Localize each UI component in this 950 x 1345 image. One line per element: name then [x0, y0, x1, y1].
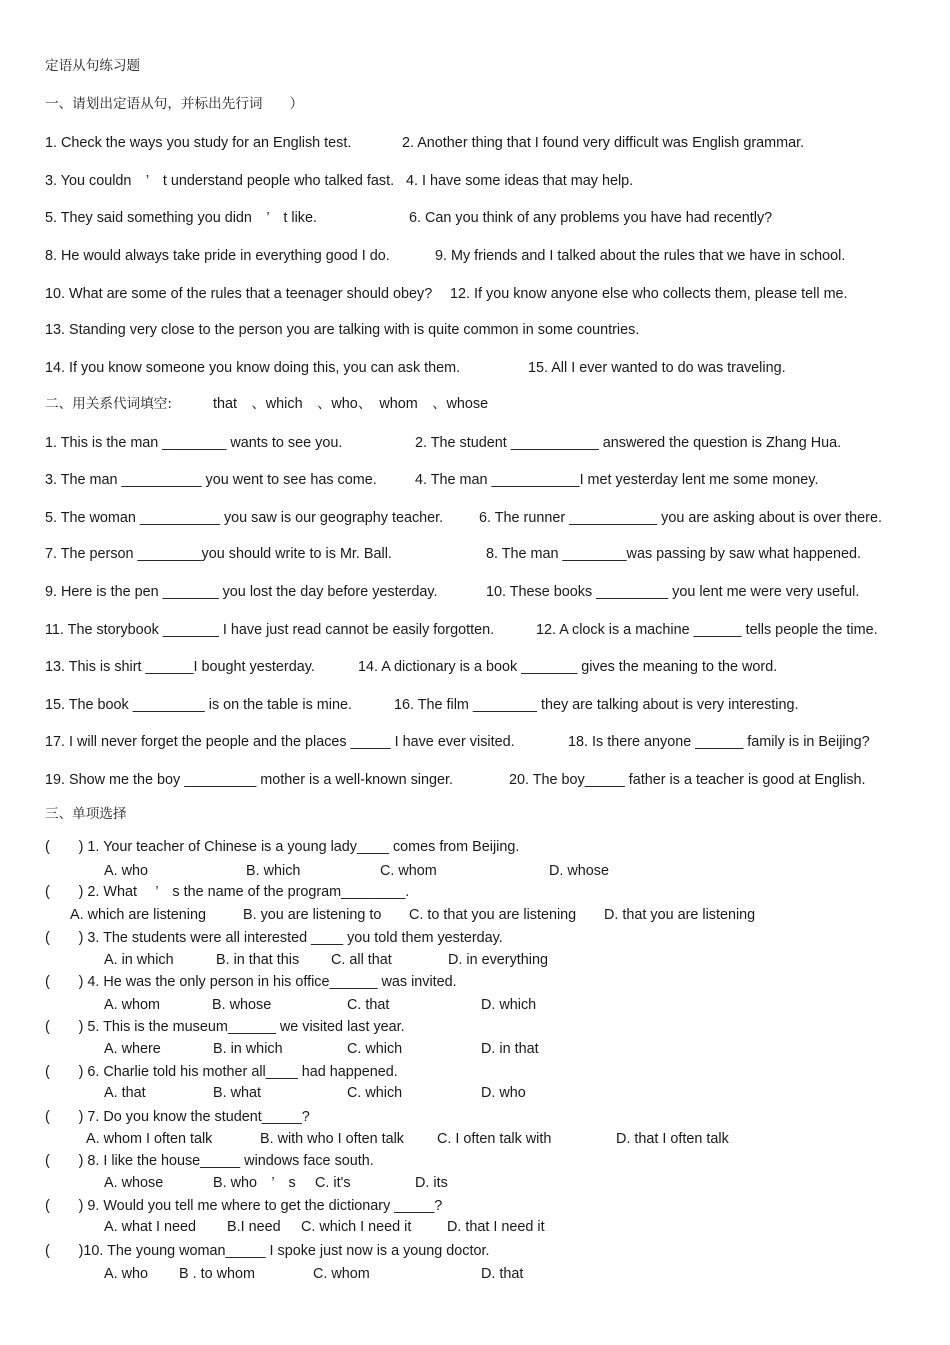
s1-item-15: 15. All I ever wanted to do was traveling.: [528, 360, 786, 376]
s2-item-3: 3. The man __________ you went to see has come.: [45, 472, 377, 488]
s1-item-14: 14. If you know someone you know doing this, you can ask them.: [45, 360, 461, 376]
section2-word-list: that 、which 、who、 whom 、whose: [213, 396, 489, 412]
s3-question-4: ( ) 4. He was the only person in his office______ was invited.: [45, 974, 457, 990]
s3-q5-option-c: C. which: [347, 1041, 403, 1057]
s3-question-1: ( ) 1. Your teacher of Chinese is a young lady____ comes from Beijing.: [45, 839, 520, 855]
s2-item-20: 20. The boy_____ father is a teacher is good at English.: [509, 772, 866, 788]
s1-item-8: 8. He would always take pride in everything good I do.: [45, 248, 390, 264]
s2-item-1: 1. This is the man ________ wants to see you.: [45, 435, 343, 451]
s3-q7-option-d: D. that I often talk: [616, 1131, 729, 1147]
s1-item-3: 3. You couldn ’ t understand people who talked fast.: [45, 173, 395, 189]
s3-question-7: ( ) 7. Do you know the student_____?: [45, 1109, 310, 1125]
s3-q5-option-a: A. where: [104, 1041, 161, 1057]
s3-q8-option-c: C. it's: [315, 1175, 351, 1191]
s1-item-9: 9. My friends and I talked about the rules that we have in school.: [435, 248, 846, 264]
s2-item-2: 2. The student ___________ answered the question is Zhang Hua.: [415, 435, 842, 451]
s1-item-1: 1. Check the ways you study for an English test.: [45, 135, 352, 151]
s2-item-19: 19. Show me the boy _________ mother is a well-known singer.: [45, 772, 453, 788]
s2-item-11: 11. The storybook _______ I have just read cannot be easily forgotten.: [45, 622, 495, 638]
s1-item-12: 12. If you know anyone else who collects them, please tell me.: [450, 286, 848, 302]
s2-item-13: 13. This is shirt ______I bought yesterday.: [45, 659, 315, 675]
s2-item-10: 10. These books _________ you lent me were very useful.: [486, 584, 860, 600]
s3-q10-option-b: B . to whom: [179, 1266, 255, 1282]
page-title: 定语从句练习题: [45, 58, 141, 74]
section2-heading: 二、用关系代词填空:: [45, 396, 172, 412]
s3-q1-option-b: B. which: [246, 863, 301, 879]
section1-heading: 一、请划出定语从句，并标出先行词 ）: [45, 96, 304, 112]
s3-q3-option-d: D. in everything: [448, 952, 548, 968]
s3-q6-option-d: D. who: [481, 1085, 526, 1101]
s1-item-13: 13. Standing very close to the person you are talking with is quite common in some countries.: [45, 322, 640, 338]
s3-q4-option-c: C. that: [347, 997, 390, 1013]
s3-q3-option-a: A. in which: [104, 952, 174, 968]
s3-q2-option-b: B. you are listening to: [243, 907, 382, 923]
s3-q1-option-d: D. whose: [549, 863, 609, 879]
s3-q8-option-a: A. whose: [104, 1175, 164, 1191]
s3-question-8: ( ) 8. I like the house_____ windows face south.: [45, 1153, 374, 1169]
section3-heading: 三、单项选择: [45, 806, 127, 822]
s3-q10-option-a: A. who: [104, 1266, 148, 1282]
s3-q3-option-c: C. all that: [331, 952, 392, 968]
s2-item-16: 16. The film ________ they are talking about is very interesting.: [394, 697, 799, 713]
s3-q1-option-a: A. who: [104, 863, 148, 879]
s3-question-10: ( )10. The young woman_____ I spoke just now is a young doctor.: [45, 1243, 490, 1259]
s3-q6-option-a: A. that: [104, 1085, 146, 1101]
s1-item-6: 6. Can you think of any problems you have had recently?: [409, 210, 773, 226]
s3-q9-option-c: C. which I need it: [301, 1219, 412, 1235]
s3-q4-option-a: A. whom: [104, 997, 160, 1013]
s3-q10-option-c: C. whom: [313, 1266, 370, 1282]
s3-q8-option-b: B. who ’ s: [213, 1175, 296, 1191]
s2-item-6: 6. The runner ___________ you are asking about is over there.: [479, 510, 882, 526]
s3-q2-option-d: D. that you are listening: [604, 907, 756, 923]
s3-question-9: ( ) 9. Would you tell me where to get the dictionary _____?: [45, 1198, 443, 1214]
s3-q5-option-d: D. in that: [481, 1041, 539, 1057]
s2-item-5: 5. The woman __________ you saw is our geography teacher.: [45, 510, 444, 526]
s3-q7-option-c: C. I often talk with: [437, 1131, 552, 1147]
s3-q2-option-c: C. to that you are listening: [409, 907, 577, 923]
s2-item-14: 14. A dictionary is a book _______ gives the meaning to the word.: [358, 659, 778, 675]
s2-item-17: 17. I will never forget the people and the places _____ I have ever visited.: [45, 734, 515, 750]
s1-item-5: 5. They said something you didn ’ t like.: [45, 210, 317, 226]
s3-q9-option-d: D. that I need it: [447, 1219, 545, 1235]
s3-question-5: ( ) 5. This is the museum______ we visited last year.: [45, 1019, 405, 1035]
s1-item-10: 10. What are some of the rules that a teenager should obey?: [45, 286, 433, 302]
s3-q9-option-b: B.I need: [227, 1219, 281, 1235]
s3-q9-option-a: A. what I need: [104, 1219, 197, 1235]
s3-question-3: ( ) 3. The students were all interested ____ you told them yesterday.: [45, 930, 503, 946]
s3-q4-option-d: D. which: [481, 997, 537, 1013]
s3-q4-option-b: B. whose: [212, 997, 272, 1013]
s2-item-7: 7. The person ________you should write to is Mr. Ball.: [45, 546, 392, 562]
s2-item-4: 4. The man ___________I met yesterday lent me some money.: [415, 472, 819, 488]
s3-q6-option-b: B. what: [213, 1085, 261, 1101]
s3-q5-option-b: B. in which: [213, 1041, 283, 1057]
s3-q3-option-b: B. in that this: [216, 952, 300, 968]
s3-q2-option-a: A. which are listening: [70, 907, 206, 923]
s3-q10-option-d: D. that: [481, 1266, 524, 1282]
s3-q1-option-c: C. whom: [380, 863, 437, 879]
s3-q7-option-b: B. with who I often talk: [260, 1131, 404, 1147]
s3-q6-option-c: C. which: [347, 1085, 403, 1101]
s3-question-2: ( ) 2. What ’ s the name of the program________.: [45, 884, 410, 900]
s1-item-4: 4. I have some ideas that may help.: [406, 173, 634, 189]
s3-q8-option-d: D. its: [415, 1175, 448, 1191]
s1-item-2: 2. Another thing that I found very difficult was English grammar.: [402, 135, 805, 151]
s3-question-6: ( ) 6. Charlie told his mother all____ had happened.: [45, 1064, 398, 1080]
s2-item-15: 15. The book _________ is on the table is mine.: [45, 697, 352, 713]
s2-item-9: 9. Here is the pen _______ you lost the day before yesterday.: [45, 584, 438, 600]
s3-q7-option-a: A. whom I often talk: [86, 1131, 213, 1147]
s2-item-12: 12. A clock is a machine ______ tells people the time.: [536, 622, 878, 638]
s2-item-18: 18. Is there anyone ______ family is in Beijing?: [568, 734, 870, 750]
s2-item-8: 8. The man ________was passing by saw what happened.: [486, 546, 861, 562]
